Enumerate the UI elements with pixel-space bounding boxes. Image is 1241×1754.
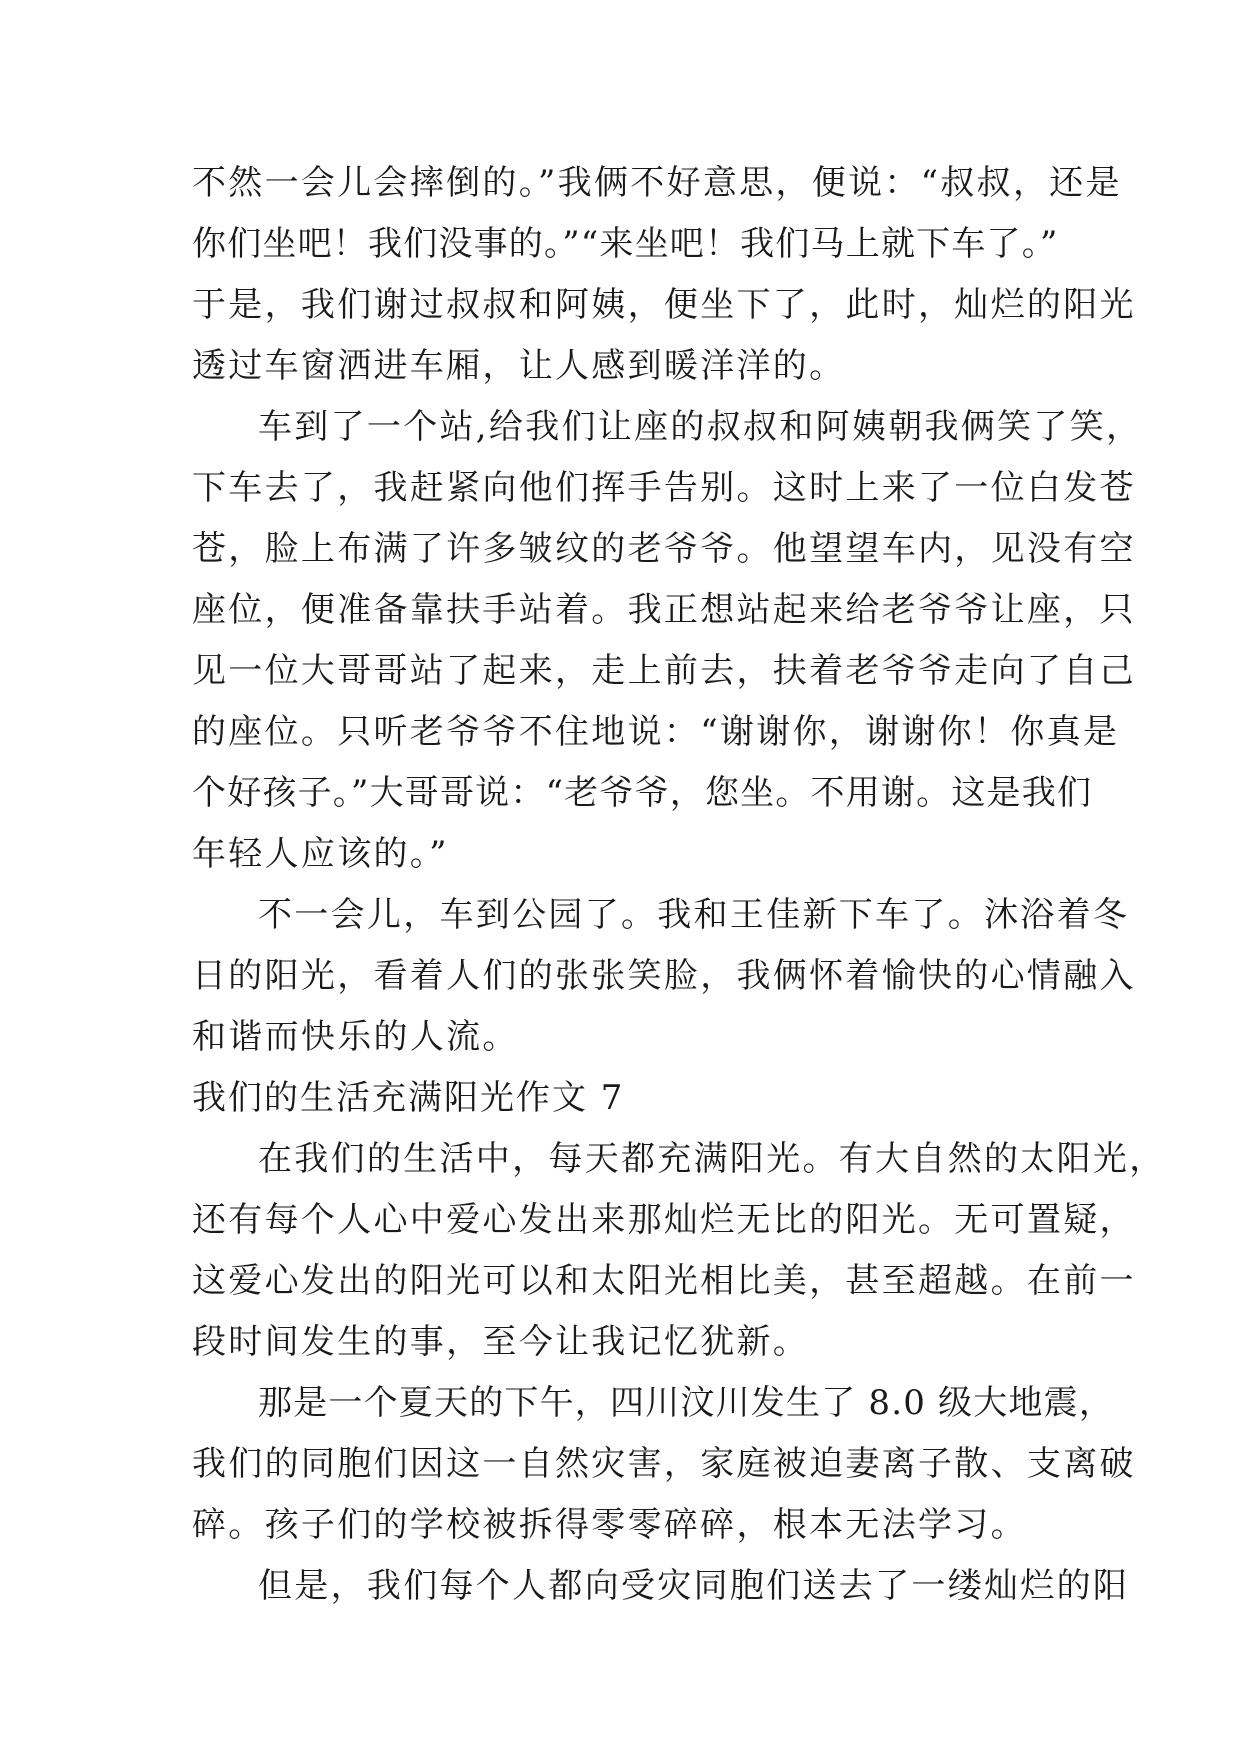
- text-line: 我们的同胞们因这一自然灾害，家庭被迫妻离子散、支离破: [192, 1444, 1136, 1484]
- text-line: 和谐而快乐的人流。: [192, 1017, 519, 1057]
- paragraph: [192, 885, 1136, 1068]
- paragraph: [192, 397, 1143, 885]
- text-line: 段时间发生的事，至今让我记忆犹新。: [192, 1322, 810, 1362]
- text-line: 座位，便准备靠扶手站着。我正想站起来给老爷爷让座，只: [192, 590, 1136, 630]
- text-line: 透过车窗洒进车厢，让人感到暖洋洋的。: [192, 346, 846, 386]
- text-line: 碎。孩子们的学校被拆得零零碎碎，根本无法学习。: [192, 1505, 1027, 1545]
- text-line: 下车去了，我赶紧向他们挥手告别。这时上来了一位白发苍: [192, 468, 1136, 508]
- text-line: 在我们的生活中，每天都充满阳光。有大自然的太阳光，: [258, 1139, 1166, 1179]
- paragraph: [192, 1129, 1166, 1373]
- section-heading: [192, 1068, 1052, 1129]
- text-line: 这爱心发出的阳光可以和太阳光相比美，甚至超越。在前一: [192, 1261, 1136, 1301]
- text-line: 但是，我们每个人都向受灾同胞们送去了一缕灿烂的阳: [258, 1566, 1130, 1606]
- paragraph: [192, 153, 1136, 397]
- text-line: 不一会儿，车到公园了。我和王佳新下车了。沐浴着冬: [258, 895, 1130, 935]
- paragraph: [192, 1556, 1130, 1617]
- text-line: 那是一个夏天的下午，四川汶川发生了 8.0 级大地震，: [258, 1383, 1115, 1423]
- text-line: 你们坐吧！我们没事的。”“来坐吧！我们马上就下车了。”: [192, 224, 1059, 264]
- text-line: 苍，脸上布满了许多皱纹的老爷爷。他望望车内，见没有空: [192, 529, 1136, 569]
- text-line: 年轻人应该的。”: [192, 834, 449, 874]
- section-heading-text: 我们的生活充满阳光作文 7: [192, 1078, 625, 1118]
- text-line: 于是，我们谢过叔叔和阿姨，便坐下了，此时，灿烂的阳光: [192, 285, 1136, 325]
- text-line: 不然一会儿会摔倒的。”我俩不好意思，便说：“叔叔，还是: [192, 163, 1122, 203]
- text-line: 个好孩子。”大哥哥说：“老爷爷，您坐。不用谢。这是我们: [192, 773, 1093, 813]
- text-line: 的座位。只听老爷爷不住地说：“谢谢你，谢谢你！你真是: [192, 712, 1120, 752]
- paragraph: [192, 1373, 1136, 1556]
- text-line: 还有每个人心中爱心发出来那灿烂无比的阳光。无可置疑，: [192, 1200, 1136, 1240]
- text-line: 见一位大哥哥站了起来，走上前去，扶着老爷爷走向了自己: [192, 651, 1136, 691]
- text-line: 车到了一个站,给我们让座的叔叔和阿姨朝我俩笑了笑，: [258, 407, 1143, 447]
- document-body: [192, 153, 1166, 1617]
- text-line: 日的阳光，看着人们的张张笑脸，我俩怀着愉快的心情融入: [192, 956, 1136, 996]
